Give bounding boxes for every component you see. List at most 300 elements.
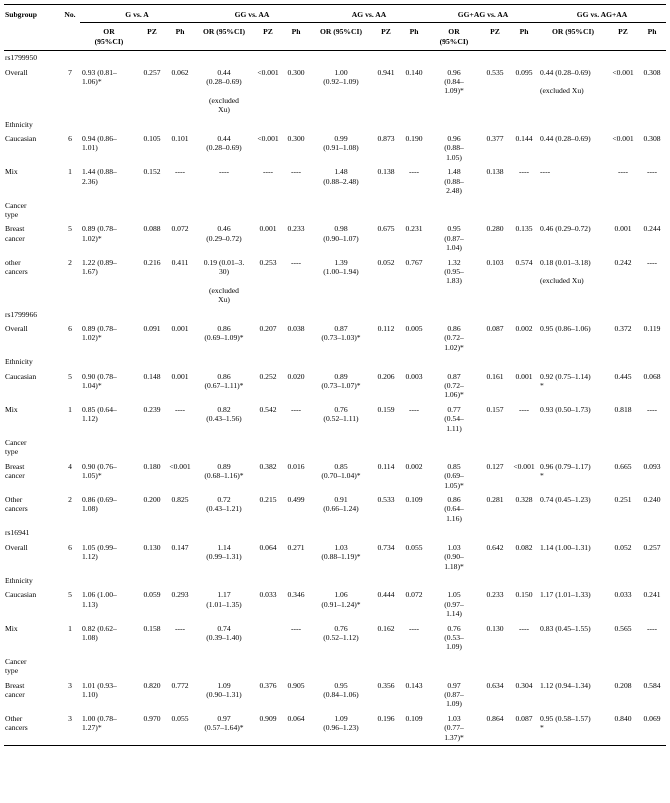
ph-cell: 0.240 [643,495,661,505]
table-row [4,132,666,165]
ph-cell: ---- [646,167,658,177]
table-row [4,679,666,712]
ph-cell: 0.257 [643,542,661,552]
study-count-cell: 1 [68,623,72,633]
pz-cell: 0.206 [377,371,395,381]
or-cell: 0.95 (0.84–1.06) [323,680,359,699]
ph-cell: 0.300 [287,67,305,77]
or-cell: 1.14 (1.00–1.31) [540,542,591,552]
pz-cell: 0.252 [259,371,277,381]
or-cell: 0.72 (0.43–1.21) [206,495,242,514]
no-header: No. [60,5,80,51]
study-count-cell: 5 [68,590,72,600]
or-cell: 0.91 (0.66–1.24) [323,495,359,514]
pz-header: PZ [608,23,638,51]
subgroup-cell: Other cancers [4,712,60,746]
ph-cell: 0.055 [166,712,194,746]
or-cell: 0.89 (0.68–1.16)* [204,461,244,481]
ph-cell: 0.271 [287,542,305,552]
pz-cell: 0.941 [377,67,395,77]
study-count-cell: 3 [68,680,72,690]
pz-cell: 0.356 [377,680,395,690]
subgroup-cell: Caucasian [5,371,37,381]
or-cell: 1.03 (0.90– 1.18)* [444,542,464,571]
group-header-gg-vs-agaa: GG vs. AG+AA [538,5,666,23]
study-count-cell: 2 [68,495,72,505]
or-cell: 0.85 (0.70–1.04)* [321,461,361,481]
or-header: OR (95%CI) [80,23,138,51]
or-cell: 0.82 (0.62– 1.08) [82,623,117,642]
or-cell: 0.74 (0.45–1.23) [540,495,591,505]
group-header-ggag-vs-aa: GG+AG vs. AA [428,5,538,23]
ph-cell: ---- [646,623,658,633]
or-cell: 0.96 (0.79–1.17) * [540,461,591,481]
or-cell: 0.99 (0.91–1.08) [323,134,359,153]
pz-cell: 0.864 [480,712,510,746]
or-cell: 1.06 (0.91–1.24)* [321,590,361,609]
section-label-row [4,308,666,322]
pz-cell: 0.281 [486,495,504,505]
pz-cell: 0.052 [377,257,395,267]
section-label: Ethnicity [5,575,33,585]
ph-header: Ph [638,23,666,51]
meta-analysis-table [4,4,666,746]
or-cell: 1.09 (0.90–1.31) [206,680,242,699]
ph-cell: 0.574 [515,257,533,267]
pz-cell: 0.105 [143,134,161,144]
or-cell: 0.46 (0.29–0.72) [540,224,591,234]
pz-cell: 0.064 [259,542,277,552]
pz-cell: 0.158 [143,623,161,633]
subgroup-cell: Overall [5,67,28,77]
ph-cell: 0.087 [510,712,538,746]
section-label-row [4,655,666,679]
subgroup-cell: Breast cancer [5,224,25,243]
ph-cell: 0.499 [287,495,305,505]
ph-cell: 0.244 [643,224,661,234]
or-cell: 0.89 (0.78– 1.02)* [82,323,117,343]
pz-cell: 0.033 [259,590,277,600]
ph-cell: ---- [174,623,186,633]
pz-cell: 0.233 [486,590,504,600]
pz-cell: <0.001 [612,67,634,77]
or-cell: 0.82 (0.43–1.56) [206,404,242,424]
pz-cell: 0.565 [614,623,632,633]
pz-cell: 0.114 [377,461,395,471]
ph-cell: 0.072 [405,590,423,600]
ph-cell: <0.001 [513,461,535,471]
or-cell: 1.48 (0.88– 2.48) [444,167,464,196]
ph-cell: 0.308 [643,67,661,77]
ph-cell: ---- [646,404,658,414]
study-count-cell: 5 [68,371,72,381]
subgroup-cell: Overall [5,542,28,552]
section-label: Cancer type [5,656,27,676]
subgroup-cell: Breast cancer [5,680,25,699]
header-row-stats [4,23,666,51]
ph-cell: 0.584 [643,680,661,690]
pz-cell: 0.001 [614,224,632,234]
table-row [4,222,666,255]
pz-cell: 0.253 [259,257,277,267]
pz-cell: 0.130 [143,542,161,552]
study-count-cell: 1 [68,167,72,177]
pz-cell: 0.159 [377,404,395,414]
section-label: Ethnicity [5,119,33,129]
pz-cell: <0.001 [257,134,279,144]
or-cell: 0.95 (0.87– 1.04) [444,224,464,253]
or-cell: 1.05 (0.99– 1.12) [82,542,117,562]
ph-cell: ---- [646,257,658,267]
ph-cell: 0.135 [515,224,533,234]
ph-cell: 0.001 [515,371,533,381]
pz-cell: 0.444 [377,590,395,600]
ph-cell: ---- [290,623,302,633]
pz-cell: 0.033 [614,590,632,600]
or-cell: 1.17 (1.01–1.35) [206,590,242,609]
pz-cell: 0.196 [372,712,400,746]
table-row [4,322,666,355]
pz-cell: 0.840 [608,712,638,746]
ph-header: Ph [166,23,194,51]
ph-cell: ---- [174,404,186,414]
pz-cell: 0.820 [143,680,161,690]
pz-cell: 0.542 [259,404,277,414]
or-cell: 1.00 (0.78– 1.27)* [80,712,138,746]
table-row [4,370,666,403]
or-cell: 1.14 (0.99–1.31) [206,542,242,562]
section-label: rs1799966 [5,309,38,319]
or-cell: 0.85 (0.64– 1.12) [82,404,117,424]
pz-cell: 0.734 [377,542,395,552]
study-count-cell: 1 [68,404,72,414]
pz-cell: 0.208 [614,680,632,690]
pz-cell: 0.162 [377,623,395,633]
subgroup-cell: Breast cancer [5,461,25,481]
pz-cell: 0.818 [614,404,632,414]
table-row [4,493,666,526]
pz-cell: 0.059 [143,590,161,600]
or-cell: 1.32 (0.95– 1.83) [444,257,464,286]
subgroup-cell: Other cancers [5,495,28,514]
ph-cell: 0.093 [643,461,661,471]
section-label-row [4,355,666,369]
or-header: OR (95%CI) [428,23,480,51]
study-count-cell: 2 [68,257,72,267]
or-cell: 0.94 (0.86– 1.01) [82,134,117,153]
section-label-row [4,436,666,460]
ph-cell: 0.068 [643,371,661,381]
study-count-cell: 4 [68,461,72,471]
section-label-row [4,574,666,588]
pz-cell: 0.180 [143,461,161,471]
or-cell: 0.90 (0.76– 1.05)* [82,461,117,481]
pz-header: PZ [138,23,166,51]
or-cell: 0.44 (0.28–0.69) (excluded Xu) [540,67,591,96]
study-count-cell: 5 [68,224,72,234]
or-cell: 0.86 (0.69–1.09)* [204,323,244,343]
or-cell: 0.87 (0.72– 1.06)* [444,371,464,400]
or-cell: 0.92 (0.75–1.14) * [540,371,591,390]
ph-cell: 0.002 [515,323,533,333]
ph-cell: ---- [408,404,420,414]
or-cell: 0.86 (0.72– 1.02)* [444,323,464,352]
pz-cell: 0.280 [486,224,504,234]
pz-cell: 0.873 [377,134,395,144]
table-row [4,712,666,746]
pz-cell: 0.239 [143,404,161,414]
pz-cell: 0.216 [143,257,161,267]
or-cell: 1.44 (0.88– 2.36) [82,167,117,186]
or-cell: 1.03 (0.77– 1.37)* [428,712,480,746]
subgroup-cell: Mix [5,167,18,177]
pz-header: PZ [254,23,282,51]
subgroup-cell: Mix [5,623,18,633]
or-cell: 0.96 (0.88– 1.05) [444,134,464,162]
subgroup-cell: other cancers [5,257,28,276]
pz-cell: 0.001 [259,224,277,234]
table-row [4,403,666,436]
ph-cell: 0.293 [171,590,189,600]
ph-cell: 0.304 [515,680,533,690]
ph-cell: 0.328 [515,495,533,505]
pz-cell: 0.200 [143,495,161,505]
pz-cell: 0.152 [143,167,161,177]
or-header: OR (95%CI) [194,23,254,51]
ph-cell: 0.072 [171,224,189,234]
ph-cell: 0.119 [643,323,661,333]
ph-cell: 0.147 [171,542,189,552]
ph-cell: ---- [290,257,302,267]
pz-cell: 0.675 [377,224,395,234]
or-cell: ---- [540,167,551,177]
study-count-cell: 6 [68,323,72,333]
or-cell: 0.76 (0.52–1.11) [323,404,359,424]
ph-cell: ---- [408,623,420,633]
ph-cell: 0.020 [287,371,305,381]
or-cell: 1.00 (0.92–1.09) [323,67,359,87]
or-header: OR (95%CI) [310,23,372,51]
pz-header: PZ [372,23,400,51]
or-cell: 0.97 (0.57–1.64)* [194,712,254,746]
table-row [4,66,666,118]
or-cell: 0.83 (0.45–1.55) [540,623,591,633]
or-cell: 0.87 (0.73–1.03)* [321,323,361,343]
ph-cell: ---- [290,404,302,414]
table-body [4,51,666,746]
or-cell: 1.48 (0.88–2.48) [323,167,359,186]
or-cell: 1.09 (0.96–1.23) [310,712,372,746]
ph-cell: 0.005 [405,323,423,333]
pz-cell: 0.251 [614,495,632,505]
or-cell: 0.95 (0.58–1.57) * [538,712,608,746]
section-label: Cancer type [5,200,27,219]
or-cell: 1.39 (1.00–1.94) [323,257,359,276]
ph-cell: 0.411 [171,257,189,267]
or-cell: 0.86 (0.69– 1.08) [82,495,117,514]
ph-cell: 0.772 [171,680,189,690]
pz-cell: 0.909 [254,712,282,746]
group-header-gg-vs-aa: GG vs. AA [194,5,310,23]
ph-cell: 0.143 [405,680,423,690]
pz-cell: <0.001 [257,67,279,77]
pz-cell [254,622,282,655]
or-cell: 1.17 (1.01–1.33) [540,590,591,600]
pz-cell: 0.091 [143,323,161,333]
or-cell: 1.03 (0.88–1.19)* [321,542,361,562]
ph-cell: 0.062 [171,67,189,77]
ph-header: Ph [400,23,428,51]
pz-cell: 0.242 [614,257,632,267]
subgroup-cell: Caucasian [5,134,37,144]
or-header: OR (95%CI) [538,23,608,51]
ph-cell: 0.140 [405,67,423,77]
ph-cell: ---- [290,167,302,177]
section-label: rs16941 [5,528,30,538]
section-label-row [4,199,666,223]
subgroup-cell: Mix [5,404,18,414]
or-cell: 0.18 (0.01–3.18) (excluded Xu) [540,257,591,286]
pz-cell: 0.088 [143,224,161,234]
or-cell: 1.01 (0.93– 1.10) [82,680,117,699]
section-label-row [4,118,666,132]
pz-cell: 0.127 [486,461,504,471]
pz-cell: 0.382 [259,461,277,471]
pz-cell: 0.087 [486,323,504,333]
ph-cell: 0.231 [405,224,423,234]
or-cell: 1.05 (0.97– 1.14) [444,590,464,619]
or-cell: 0.44 (0.28–0.69) [206,134,242,153]
or-cell: 0.44 (0.28–0.69) [540,134,591,144]
ph-cell: 0.038 [287,323,305,333]
section-label: Cancer type [5,438,27,457]
pz-cell: 0.148 [143,371,161,381]
pz-header: PZ [480,23,510,51]
pz-cell: 0.535 [486,67,504,77]
pz-cell: 0.157 [486,404,504,414]
or-cell: 0.98 (0.90–1.07) [323,224,359,243]
pz-cell: 0.372 [614,323,632,333]
ph-cell: 0.101 [171,134,189,144]
or-cell: 0.76 (0.53– 1.09) [444,623,464,652]
or-cell: 0.90 (0.78– 1.04)* [82,371,117,390]
ph-cell: 0.001 [171,371,189,381]
ph-cell: 0.016 [287,461,305,471]
ph-cell: 0.109 [400,712,428,746]
ph-cell: ---- [518,167,530,177]
ph-cell: 0.082 [515,542,533,552]
section-label-row [4,526,666,540]
table-row [4,588,666,621]
ph-cell: ---- [408,167,420,177]
or-cell: 0.89 (0.73–1.07)* [321,371,361,390]
ph-cell: 0.767 [405,257,423,267]
ph-cell: 0.905 [287,680,305,690]
ph-cell: 0.144 [515,134,533,144]
ph-cell: 0.300 [287,134,305,144]
or-cell: 1.06 (1.00– 1.13) [82,590,117,609]
or-cell: 0.95 (0.86–1.06) [540,323,591,333]
results-table-container [4,4,666,746]
pz-cell: <0.001 [612,134,634,144]
pz-cell: 0.634 [486,680,504,690]
pz-cell: 0.215 [259,495,277,505]
pz-cell: ---- [617,167,629,177]
or-cell: 0.86 (0.64– 1.16) [444,495,464,523]
subgroup-header: Subgroup [4,5,60,51]
or-cell: 1.12 (0.94–1.34) [540,680,591,690]
or-cell: 0.19 (0.01–3. 30) (excluded Xu) [203,257,245,305]
pz-cell: 0.376 [259,680,277,690]
pz-cell: 0.533 [377,495,395,505]
or-cell: 0.93 (0.81– 1.06)* [82,67,117,87]
subgroup-cell: Overall [5,323,28,333]
group-header-g-vs-a: G vs. A [80,5,194,23]
ph-cell: 0.825 [171,495,189,505]
or-cell: 0.76 (0.52–1.12) [323,623,359,642]
pz-cell: 0.377 [486,134,504,144]
section-label-row [4,51,666,66]
or-cell: 0.74 (0.39–1.40) [206,623,242,642]
pz-cell: 0.665 [614,461,632,471]
study-count-cell: 7 [68,67,72,77]
header-row-groups [4,5,666,23]
pz-cell: 0.052 [614,542,632,552]
or-cell: 0.97 (0.87– 1.09) [444,680,464,709]
study-count-cell: 3 [60,712,80,746]
table-row [4,541,666,574]
ph-cell: 0.308 [643,134,661,144]
group-header-ag-vs-aa: AG vs. AA [310,5,428,23]
pz-cell: 0.207 [259,323,277,333]
table-row [4,460,666,493]
or-cell: 0.77 (0.54– 1.11) [444,404,464,433]
ph-cell: 0.095 [515,67,533,77]
pz-cell: 0.112 [377,323,395,333]
ph-cell: 0.190 [405,134,423,144]
or-cell: 0.89 (0.78– 1.02)* [82,224,117,243]
or-cell: ---- [218,167,230,177]
pz-cell: 0.257 [143,67,161,77]
table-row [4,622,666,655]
ph-cell: ---- [174,167,186,177]
pz-cell: ---- [262,167,274,177]
ph-cell: ---- [518,623,530,633]
ph-cell: 0.069 [638,712,666,746]
ph-cell: 0.001 [171,323,189,333]
or-cell: 0.44 (0.28–0.69) (excluded Xu) [206,67,242,115]
ph-header: Ph [282,23,310,51]
ph-header: Ph [510,23,538,51]
pz-cell: 0.138 [377,167,395,177]
ph-cell: 0.109 [405,495,423,505]
study-count-cell: 6 [68,542,72,552]
pz-cell: 0.103 [486,257,504,267]
ph-cell: 0.055 [405,542,423,552]
pz-cell: 0.445 [614,371,632,381]
table-row [4,256,666,308]
pz-cell: 0.130 [486,623,504,633]
ph-cell: <0.001 [169,461,191,471]
or-cell: 0.86 (0.67–1.11)* [204,371,244,390]
table-row [4,165,666,198]
ph-cell: 0.002 [405,461,423,471]
pz-cell: 0.161 [486,371,504,381]
pz-cell: 0.642 [486,542,504,552]
pz-cell: 0.138 [486,167,504,177]
ph-cell: ---- [518,404,530,414]
section-label: rs1799950 [5,53,38,63]
